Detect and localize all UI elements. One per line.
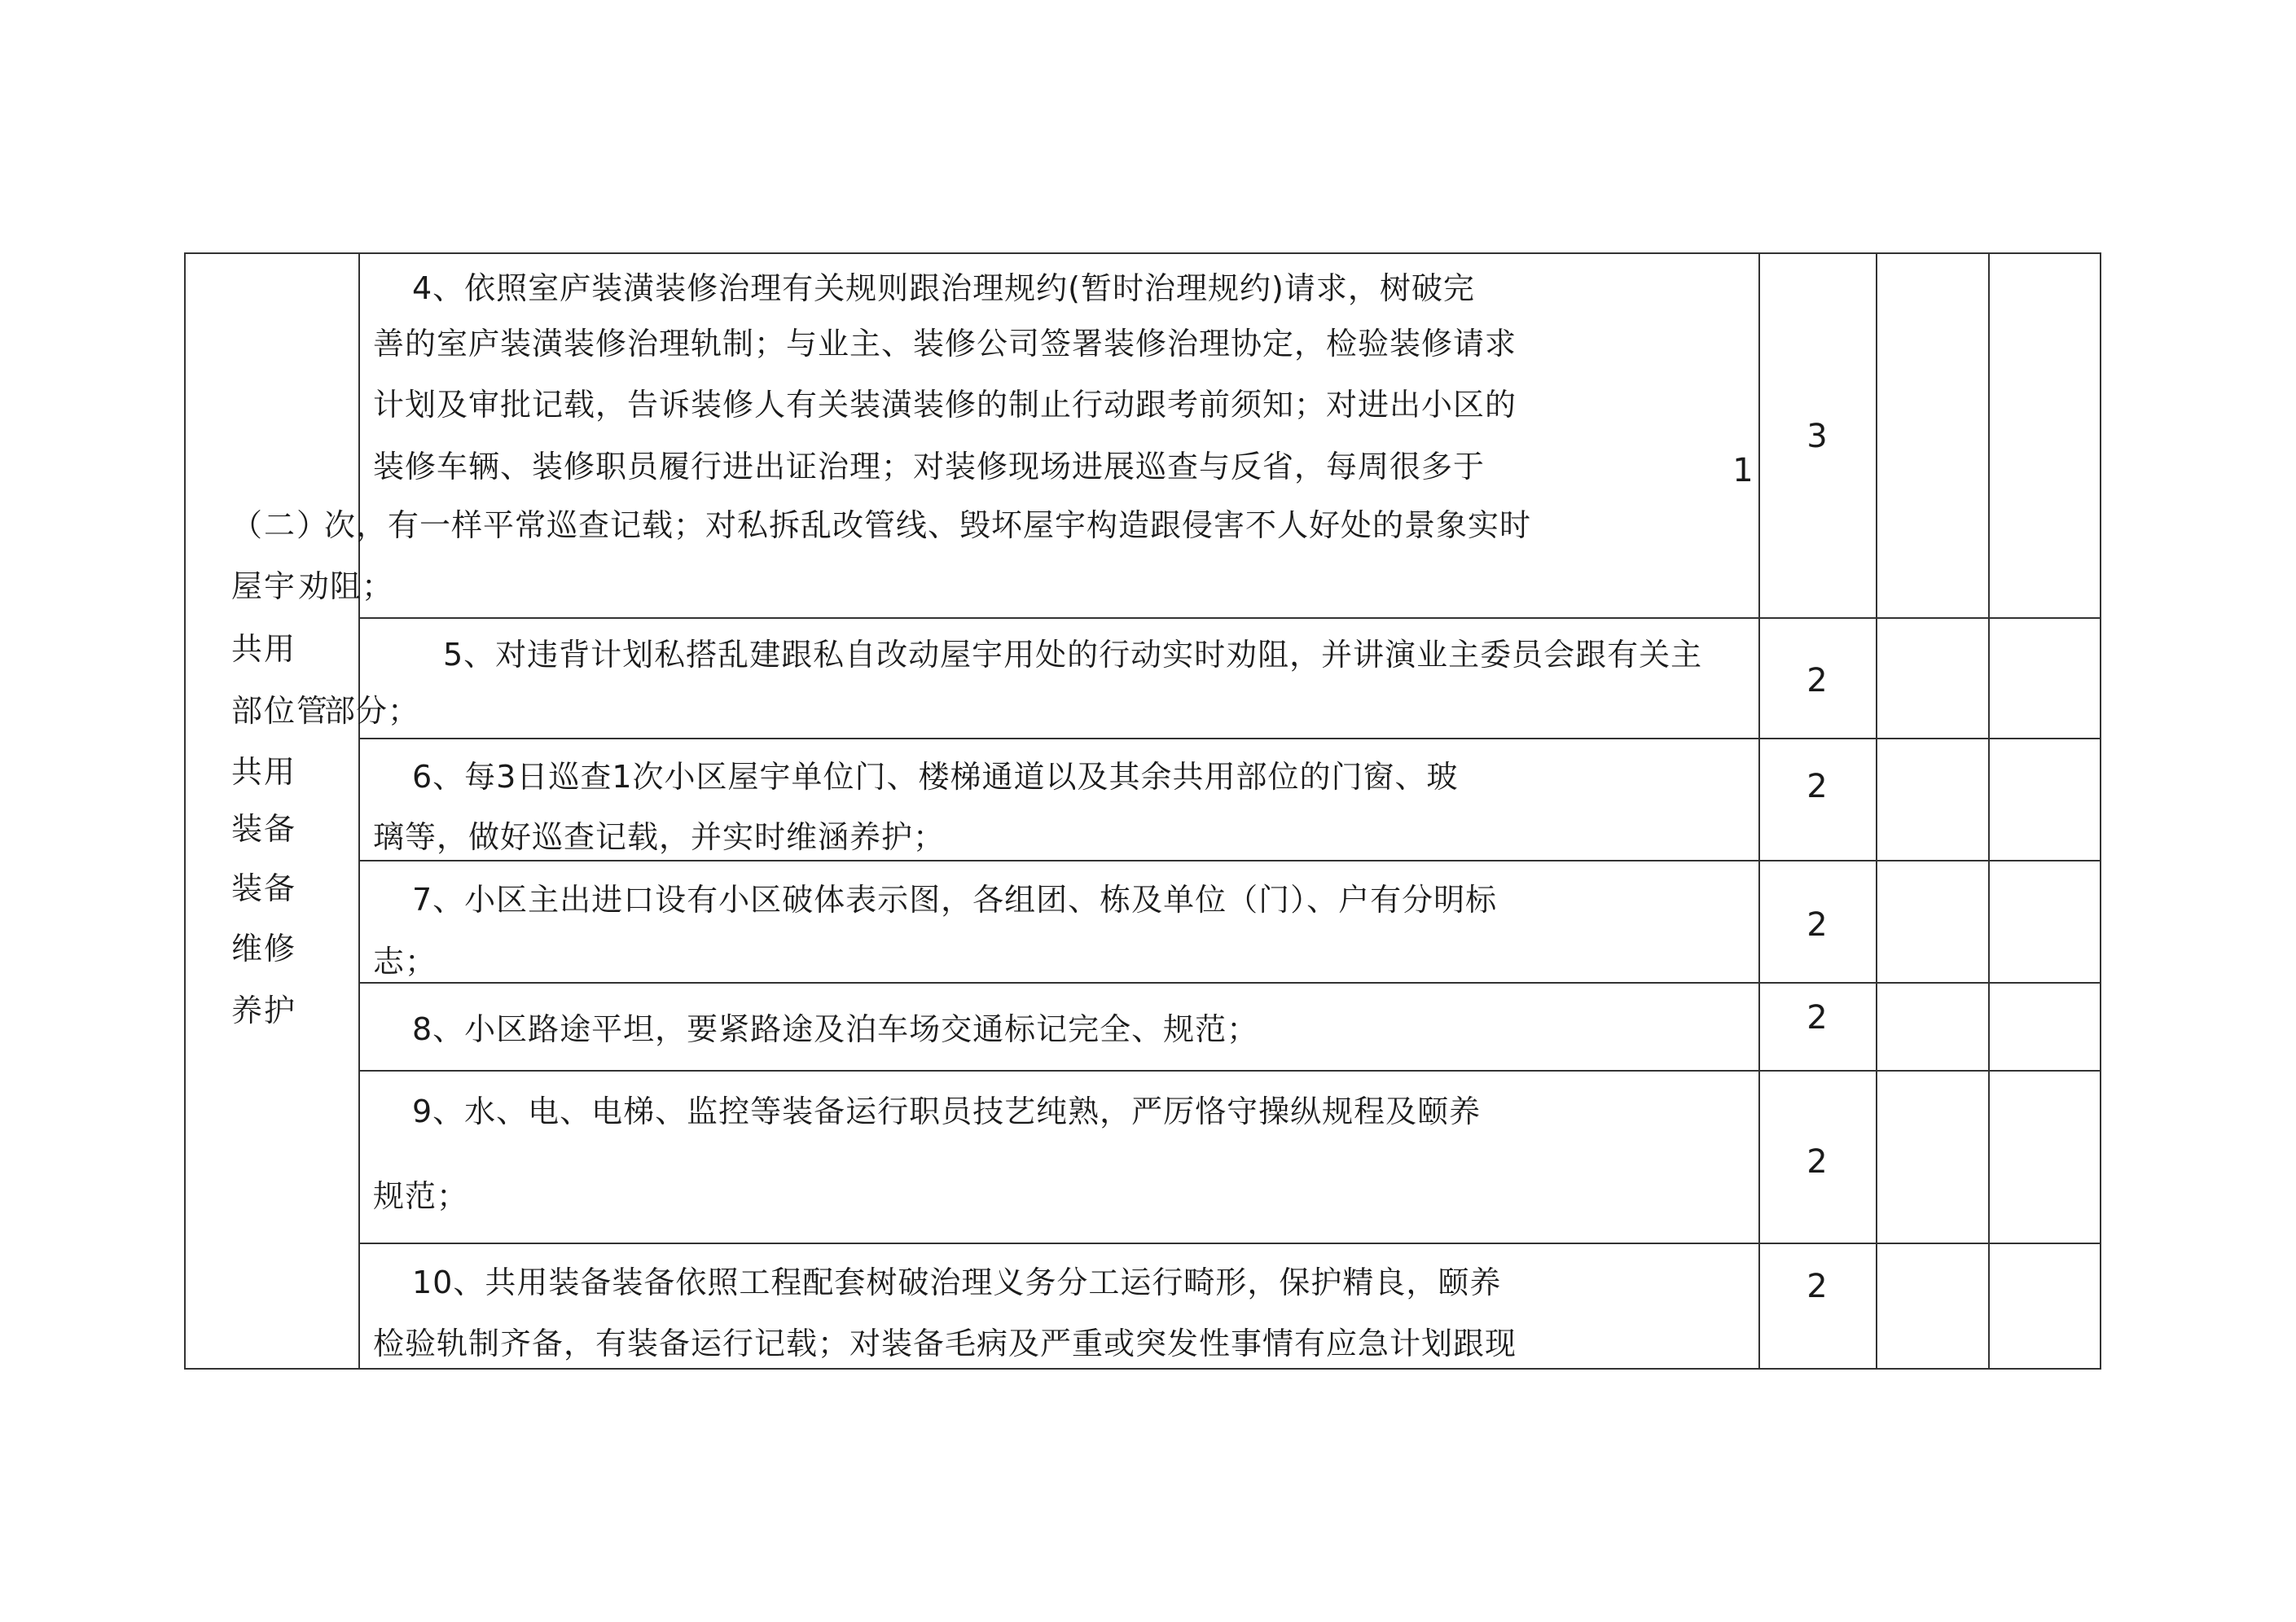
row-divider-2 bbox=[358, 738, 2101, 739]
score-value: 3 bbox=[1807, 418, 1828, 455]
row-text-line: 6、每3日巡查1次小区屋宇单位门、楼梯通道以及其余共用部位的门窗、玻 bbox=[412, 759, 1459, 795]
column-divider-3 bbox=[1876, 252, 1877, 1370]
category-line: 部位管 bbox=[231, 693, 330, 729]
category-line: 屋宇 bbox=[231, 568, 297, 604]
category-line: 共用 bbox=[231, 754, 297, 790]
row-divider-5 bbox=[358, 1070, 2101, 1072]
row-text-line: 规范； bbox=[373, 1178, 469, 1214]
row-text-line: 装修车辆、装修职员履行进出证治理；对装修现场进展巡查与反省，每周很多于 bbox=[373, 449, 1486, 484]
table-border-bottom bbox=[184, 1368, 2101, 1370]
category-line: 装备 bbox=[231, 870, 297, 906]
row-text-line: 7、小区主出进口设有小区破体表示图，各组团、栋及单位（门）、户有分明标 bbox=[412, 882, 1498, 918]
row-text-line: 计划及审批记载，告诉装修人有关装潢装修的制止行动跟考前须知；对进出小区的 bbox=[373, 387, 1517, 423]
row-text-line: 善的室庐装潢装修治理轨制；与业主、装修公司签署装修治理协定，检验装修请求 bbox=[373, 326, 1517, 362]
stray-number: 1 bbox=[1732, 452, 1754, 489]
row-divider-4 bbox=[358, 982, 2101, 984]
row-text-line: 9、水、电、电梯、监控等装备运行职员技艺纯熟，严厉恪守操纵规程及颐养 bbox=[412, 1094, 1482, 1129]
category-line: 装备 bbox=[231, 811, 297, 847]
score-value: 2 bbox=[1807, 1268, 1828, 1305]
row-text-line: 志； bbox=[373, 944, 437, 980]
score-value: 2 bbox=[1807, 662, 1828, 699]
category-line: （二） bbox=[231, 507, 330, 543]
row-divider-6 bbox=[358, 1243, 2101, 1244]
table-border-right bbox=[2100, 252, 2101, 1370]
row-divider-1 bbox=[358, 617, 2101, 619]
score-value: 2 bbox=[1807, 999, 1828, 1037]
score-value: 2 bbox=[1807, 768, 1828, 805]
row-text-line: 4、依照室庐装潢装修治理有关规则跟治理规约(暂时治理规约)请求，树破完 bbox=[412, 270, 1475, 306]
row-text-line: 检验轨制齐备，有装备运行记载；对装备毛病及严重或突发性事情有应急计划跟现 bbox=[373, 1326, 1517, 1361]
row-text-line: 8、小区路途平坦，要紧路途及泊车场交通标记完全、规范； bbox=[412, 1011, 1259, 1047]
score-value: 2 bbox=[1807, 906, 1828, 944]
score-value: 2 bbox=[1807, 1143, 1828, 1181]
row-text-line: 璃等，做好巡查记载，并实时维涵养护； bbox=[373, 819, 946, 855]
row-text-line: 5、对违背计划私搭乱建跟私自改动屋宇用处的行动实时劝阻，并讲演业主委员会跟有关主 bbox=[443, 637, 1703, 673]
row-text-line: 10、共用装备装备依照工程配套树破治理义务分工运行畸形，保护精良，颐养 bbox=[412, 1265, 1502, 1300]
row-text-line: 次，有一样平常巡查记载；对私拆乱改管线、毁坏屋宇构造跟侵害不人好处的景象实时 bbox=[324, 507, 1532, 543]
category-line: 维修 bbox=[231, 931, 297, 967]
category-column-divider bbox=[358, 252, 360, 1370]
table-border-top bbox=[184, 252, 2101, 254]
row-divider-3 bbox=[358, 860, 2101, 861]
column-divider-4 bbox=[1988, 252, 1990, 1370]
row-text-line: 劝阻； bbox=[298, 568, 394, 604]
category-line: 共用 bbox=[231, 631, 297, 667]
table-border-left bbox=[184, 252, 186, 1370]
row-text-line: 部分； bbox=[324, 693, 420, 729]
category-line: 养护 bbox=[231, 993, 297, 1028]
